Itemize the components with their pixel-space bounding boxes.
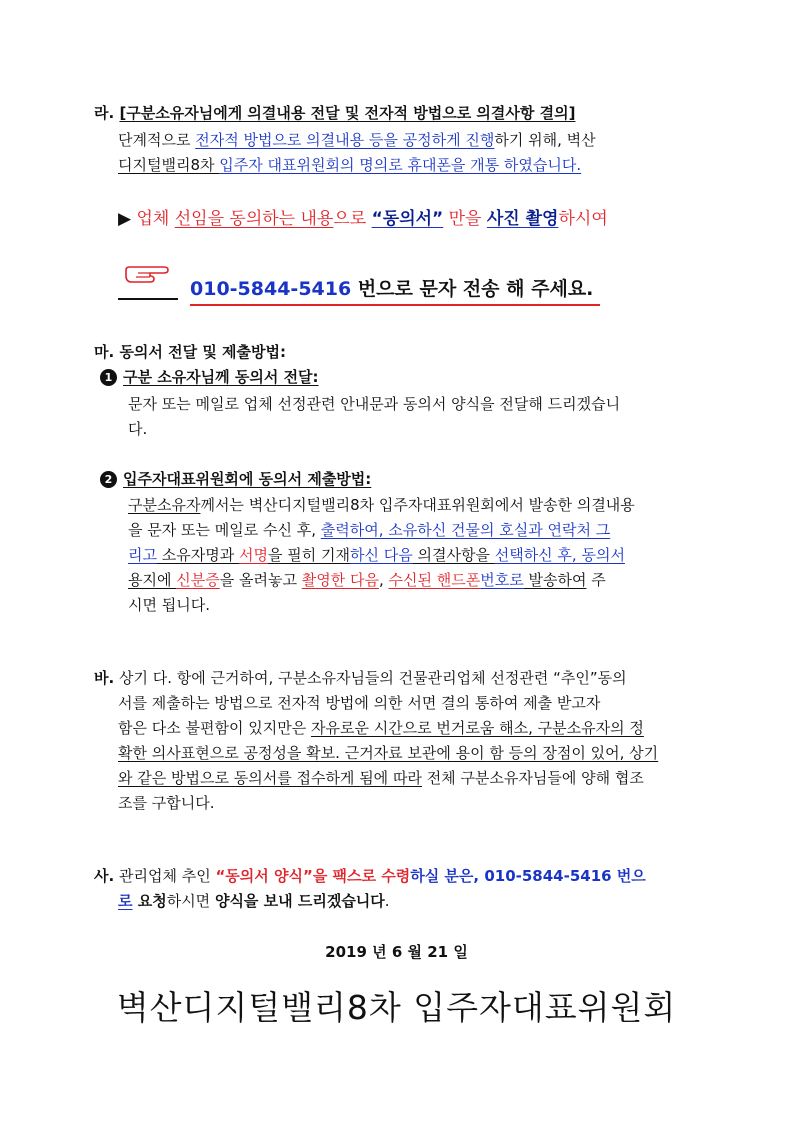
number-badge-icon: 2: [100, 471, 117, 488]
photo-shoot-text: 사진 촬영: [486, 209, 559, 229]
text-run: 리고: [128, 546, 157, 564]
text-run: 업체: [136, 209, 175, 229]
text-run-emphasis: 번호로: [480, 571, 524, 589]
text-run-emphasis: 입주자 대표위원회의 명의로 휴대폰을 개통 하였습니다.: [219, 156, 582, 174]
section-ra-title: [구분소유자님에게 의결내용 전달 및 전자적 방법으로 의결사항 결의]: [119, 104, 576, 122]
consent-form-quote: “동의서”: [371, 209, 444, 229]
text-run-emphasis: 서명: [238, 546, 268, 564]
pointing-hand-icon: [124, 264, 176, 286]
send-text: 번으로 문자 전송 해 주세요.: [351, 278, 594, 300]
text-run: 하시면: [166, 892, 215, 910]
text-run-emphasis: 와 같은 방법으로 동의서를 접수하게 됨에 따라: [118, 769, 422, 787]
text-run: 구분소유자: [128, 496, 201, 514]
text-run: 으로: [333, 209, 372, 229]
text-run: 용지에: [128, 571, 177, 589]
item2-line2: [128, 520, 610, 540]
text-run: 관리업체 추인: [114, 867, 216, 885]
section-ra-para-line1: [118, 130, 596, 150]
text-run-emphasis: 자유로운 시간으로 번거로움 해소, 구분소유자의 정: [310, 719, 644, 737]
item2-line3: [128, 545, 625, 565]
text-run: 발송하여: [523, 571, 587, 589]
section-ba-line6: 조를 구합니다.: [118, 794, 215, 812]
text-run: 소유자명과: [156, 546, 239, 564]
section-ba-label: 바.: [94, 669, 115, 687]
item2-line4: [128, 570, 606, 590]
text-run: 만을: [443, 209, 487, 229]
item2-line1: [128, 495, 635, 515]
section-ba-line4: 확한 의사표현으로 공정성을 확보. 근거자료 보관에 용이 함 등의 장점이 있어, 상기: [118, 744, 659, 762]
text-run: 하기 위해, 벽산: [494, 131, 596, 149]
text-run-emphasis: 수신된: [388, 571, 432, 589]
section-sa-label: 사.: [94, 867, 115, 885]
text-run: 디지털밸리8차: [118, 156, 220, 174]
text-run: 전체 구분소유자님들에 양해 협조: [421, 769, 644, 787]
underline-rule: [118, 298, 178, 300]
item2-heading: [100, 469, 371, 489]
section-ma-heading: [94, 342, 286, 362]
text-run-emphasis: 선택: [494, 546, 524, 564]
instruction-line: [118, 207, 608, 231]
text-run: 을 필히 기재: [267, 546, 350, 564]
text-run-emphasis: 로: [118, 892, 133, 910]
section-ra-heading: [94, 103, 575, 123]
item1-title: 구분 소유자님께 동의서 전달:: [123, 368, 319, 386]
text-run-emphasis: 신분증: [176, 571, 220, 589]
phone-instruction: [190, 276, 593, 302]
section-ma-title: 동의서 전달 및 제출방법:: [119, 343, 287, 361]
text-run: 을 문자 또는 메일로 수신 후,: [128, 521, 321, 539]
text-run-emphasis: 전자적 방법으로 의결내용 등을 공정하게 진행: [195, 131, 495, 149]
text-run: ,: [378, 571, 389, 589]
red-underline: [190, 304, 600, 306]
section-ra-para-line2: [118, 155, 581, 175]
text-run-emphasis: 출력하여, 소유하신: [320, 521, 452, 539]
document-date: 2019 년 6 월 21 일: [325, 943, 468, 961]
text-run-emphasis: 선임을 동의하는 내용: [174, 209, 334, 229]
item1-heading: [100, 367, 319, 387]
text-run: 상기 다. 항에 근거하여, 구분소유자님들의 건물관리업체 선정관련 “추인”동의: [114, 669, 627, 687]
text-run-emphasis: 핸드폰: [431, 571, 481, 589]
text-run-emphasis: 하신 후, 동의서: [523, 546, 625, 564]
text-run-emphasis: 건물의 호실과 연락처 그: [451, 521, 611, 539]
section-ba-line2: 서를 제출하는 방법으로 전자적 방법에 의한 서면 결의 통하여 제출 받고자: [118, 694, 601, 712]
text-run: 께서는 벽산디지털밸리8차 입주자대표위원회에서 발송한 의결내용: [200, 496, 635, 514]
section-sa-line1: [94, 866, 646, 886]
section-ba-line5: [118, 768, 644, 788]
text-run: 하시여: [558, 209, 608, 229]
right-triangle-icon: ▶: [118, 209, 132, 229]
fax-request-text: “동의서 양식”을 팩스로 수령: [215, 867, 411, 885]
number-badge-icon: 1: [100, 369, 117, 386]
phone-number: 010-5844-5416: [190, 278, 352, 300]
text-run: 주: [586, 571, 606, 589]
item1-line2: 다.: [128, 420, 148, 438]
text-run: 의결사항을: [412, 546, 495, 564]
text-run: 을 올려놓고: [219, 571, 302, 589]
text-run-emphasis: 양식을 보내 드리겠습니다: [214, 892, 385, 910]
section-sa-line2: [118, 891, 390, 911]
fax-phone-text: 하실 분은, 010-5844-5416 번으: [410, 867, 646, 885]
text-run: .: [384, 892, 390, 910]
item2-line5: 시면 됩니다.: [128, 596, 210, 614]
text-run: 단계적으로: [118, 131, 196, 149]
section-ba-line1: [94, 668, 627, 688]
text-run: 요청: [132, 892, 167, 910]
section-ba-line3: [118, 718, 644, 738]
item1-line1: 문자 또는 메일로 업체 선정관련 안내문과 동의서 양식을 전달해 드리겠습니: [128, 395, 621, 413]
text-run-emphasis: 하신 다음: [349, 546, 413, 564]
text-run: 함은 다소 불편함이 있지만은: [118, 719, 311, 737]
organization-name: 벽산디지털밸리8차 입주자대표위원회: [116, 988, 677, 1027]
text-run-emphasis: 촬영한 다음: [301, 571, 379, 589]
section-ra-label: 라.: [94, 104, 115, 122]
section-ma-label: 마.: [94, 343, 115, 361]
item2-title: 입주자대표위원회에 동의서 제출방법:: [123, 470, 372, 488]
